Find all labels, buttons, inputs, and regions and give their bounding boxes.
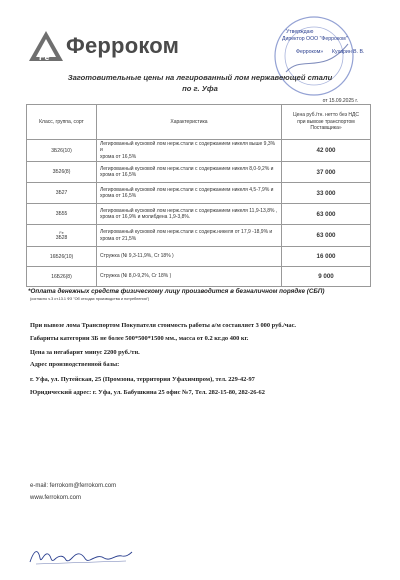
row-description bbox=[97, 140, 282, 162]
row-desc-line-1: Легированный кусковой лом нерж.стали с содержанием никеля выше 9,3% и bbox=[100, 141, 276, 154]
document-subtitle: по г. Уфа bbox=[182, 84, 218, 93]
price-date: от 15.09.2025 г. bbox=[322, 98, 358, 104]
row-desc-line-2: хрома от 16,5% bbox=[100, 153, 137, 160]
approval-line-1: Утверждаю bbox=[286, 29, 314, 35]
row-description bbox=[97, 247, 282, 267]
approval-line-4: Кухарин В. В. bbox=[332, 49, 365, 55]
row-desc-line-2: хрома от 16,9% и молибдена 1,9-3,8%. bbox=[100, 214, 191, 220]
row-price: 63 000 bbox=[282, 204, 371, 225]
table-row bbox=[27, 225, 371, 247]
row-code: 3Б27 bbox=[27, 183, 97, 204]
row-desc-line-1: Стружка (Ni 8,0-9,2%, Cr 18% ) bbox=[100, 273, 172, 280]
header-price bbox=[282, 105, 371, 140]
row-code: 3Б26(8) bbox=[27, 162, 97, 183]
base-address: г. Уфа, ул. Путейская, 25 (Промзона, территория Уфахимпром), тел. 229-42-97 bbox=[30, 376, 255, 383]
row-description bbox=[97, 267, 282, 287]
row-code-value: 3Б28 bbox=[55, 234, 68, 241]
row-desc-line-1: Легированный кусковой лом нерж.стали с содержанием никеля 4,5-7,9% и bbox=[100, 186, 274, 193]
row-description bbox=[97, 204, 282, 225]
svg-text:Fe: Fe bbox=[39, 52, 50, 62]
row-code: 3Б26(10) bbox=[27, 140, 97, 162]
row-desc-line-2: хрома от 16,5% bbox=[100, 172, 137, 178]
row-description bbox=[97, 183, 282, 204]
row-desc-line-1: Легированный кусковой лом нерж.стали с содержанием никеля 8,0-9,2% и bbox=[100, 165, 274, 172]
oversize-line: Цена за негабарит минус 2200 руб./тн. bbox=[30, 349, 140, 356]
header-price-line-2: при вывозе транспортом bbox=[297, 118, 355, 125]
table-row bbox=[27, 183, 371, 204]
row-code bbox=[27, 225, 97, 247]
table-row bbox=[27, 162, 371, 183]
row-price: 16 000 bbox=[282, 247, 371, 267]
header-class: Класс, группа, сорт bbox=[27, 105, 97, 140]
table-row bbox=[27, 204, 371, 225]
row-desc-line-2: хрома от 21,5% bbox=[100, 235, 137, 242]
header-price-line-3: Поставщика» bbox=[310, 125, 342, 132]
row-desc-line-1: Стружка (Ni 9,3-11,9%, Cr 18% ) bbox=[100, 253, 174, 260]
row-price: 33 000 bbox=[282, 183, 371, 204]
row-desc-line-1: Легированный кусковой лом нерж.стали с содержанием никеля 11,9-13,8% , bbox=[100, 207, 278, 214]
table-row bbox=[27, 247, 371, 267]
row-code: 16Б26(10) bbox=[27, 247, 97, 267]
header-price-line-1: Цена руб./тн. нетто без НДС bbox=[292, 112, 359, 119]
row-price: 63 000 bbox=[282, 225, 371, 247]
website-link[interactable]: www.ferrokom.com bbox=[30, 495, 82, 501]
payment-note: *Оплата денежных средств физическому лицу производится в безналичном порядке (СБП) bbox=[28, 288, 325, 295]
row-desc-line-2: хрома от 16,5% bbox=[100, 193, 137, 199]
table-row bbox=[27, 267, 371, 287]
table-header-row bbox=[27, 105, 371, 140]
row-price: 9 000 bbox=[282, 267, 371, 287]
price-table bbox=[26, 104, 371, 287]
document-title: Заготовительные цены на легированный лом нержавеющей стали bbox=[67, 73, 333, 82]
header-description: Характеристика bbox=[97, 105, 282, 140]
dimensions-line: Габариты категории 3Б не более 500*500*1500 мм., масса от 0.2 кг.до 400 кг. bbox=[30, 335, 249, 342]
approval-line-3: Ферроком» bbox=[296, 49, 324, 55]
base-address-label: Адрес производственной базы: bbox=[30, 361, 120, 368]
row-code: 3Б55 bbox=[27, 204, 97, 225]
legal-address: Юридический адрес: г. Уфа, ул. Бабушкина 25 офис №7, Тел. 282-15-80, 282-26-62 bbox=[30, 389, 265, 396]
brand-name: Ферроком bbox=[66, 33, 180, 58]
handwritten-signature bbox=[26, 540, 136, 570]
row-description bbox=[97, 225, 282, 247]
law-note: (согласно ч.3 ст.13.1 ФЗ "Об отходах производства и потребления") bbox=[30, 297, 150, 301]
row-code: 16Б26(8) bbox=[27, 267, 97, 287]
row-price: 42 000 bbox=[282, 140, 371, 162]
ferrokom-logo bbox=[28, 30, 64, 62]
row-desc-line-1: Легированный кусковой лом нерж.стали с содерж.никеля от 17,9 -18,9% и bbox=[100, 229, 273, 236]
transport-cost-line: При вывозе лома Транспортом Покупателя стоимость работы а/м составляет 3 000 руб./час. bbox=[30, 322, 297, 329]
email-contact[interactable]: e-mail: ferrokom@ferrokom.com bbox=[30, 483, 117, 489]
row-code-prefix: Fe bbox=[59, 230, 64, 235]
table-row bbox=[27, 140, 371, 162]
row-description bbox=[97, 162, 282, 183]
approval-line-2: Директор ООО "Ферроком" bbox=[282, 36, 348, 42]
row-price: 37 000 bbox=[282, 162, 371, 183]
